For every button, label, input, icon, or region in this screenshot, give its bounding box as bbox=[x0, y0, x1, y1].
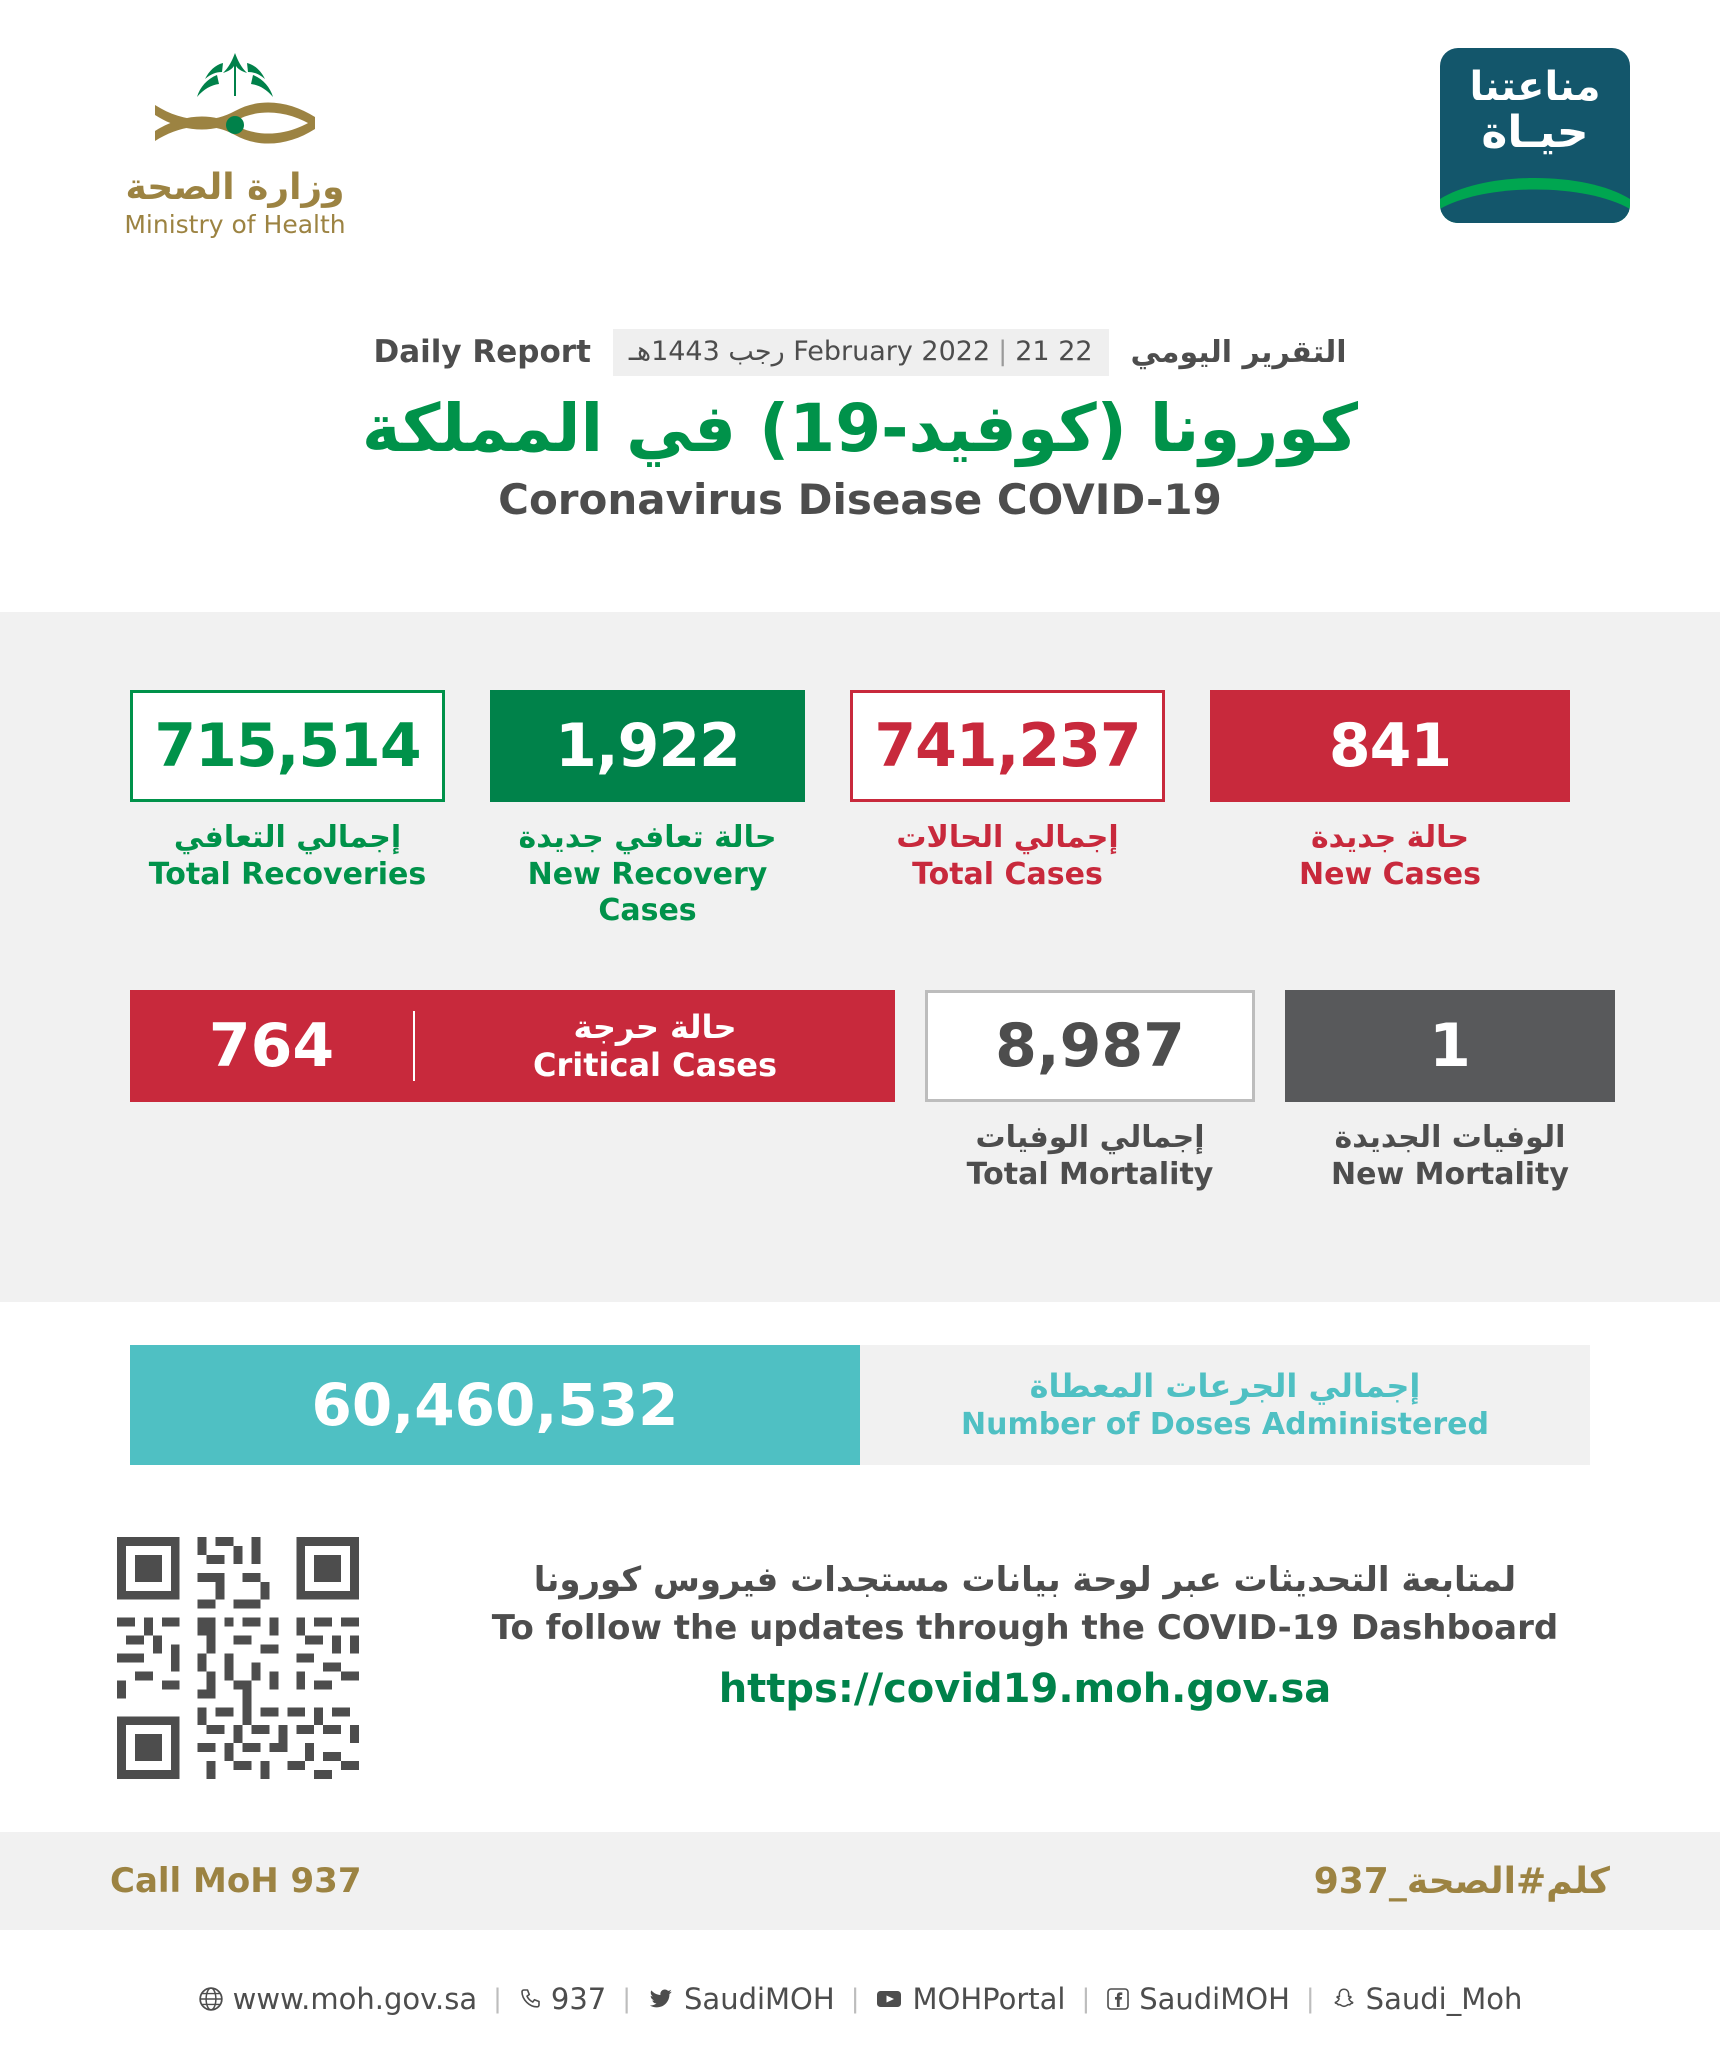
stat-new-recovery-cases bbox=[490, 690, 850, 930]
globe-icon bbox=[198, 1986, 224, 2012]
phone-icon bbox=[518, 1987, 542, 2011]
doses-label-en: Number of Doses Administered bbox=[961, 1407, 1489, 1443]
stat-label-new-recovery-cases bbox=[490, 820, 850, 930]
footer-snapchat[interactable] bbox=[1315, 1982, 1539, 2016]
stat-label-ar: حالة جديدة bbox=[1310, 820, 1470, 855]
stat-value-total-mortality: 8,987 bbox=[925, 990, 1255, 1102]
footer-facebook[interactable] bbox=[1090, 1982, 1306, 2016]
page-header bbox=[0, 0, 1720, 524]
stats-row-primary bbox=[130, 690, 1570, 930]
stat-label-en: New Cases bbox=[1299, 856, 1481, 892]
stat-critical-cases bbox=[130, 990, 895, 1193]
statistics-band bbox=[0, 612, 1720, 1302]
doses-value: 60,460,532 bbox=[130, 1345, 860, 1465]
footer-snapchat-label: Saudi_Moh bbox=[1365, 1982, 1523, 2016]
dashboard-text-ar: لمتابعة التحديثات عبر لوحة بيانات مستجدات فيروس كورونا bbox=[533, 1560, 1517, 1600]
snapchat-icon bbox=[1331, 1986, 1357, 2012]
stat-total-cases bbox=[850, 690, 1210, 930]
page-title-en: Coronavirus Disease COVID-19 bbox=[498, 475, 1222, 524]
daily-report-label-en: Daily Report bbox=[373, 334, 591, 370]
stats-row-secondary bbox=[130, 990, 1615, 1193]
daily-report-label-ar: التقرير اليومي bbox=[1130, 334, 1347, 370]
facebook-icon bbox=[1106, 1987, 1130, 2011]
qr-code-icon[interactable] bbox=[108, 1528, 368, 1788]
ministry-name-ar: وزارة الصحة bbox=[125, 167, 345, 208]
stat-label-ar: إجمالي الحالات bbox=[896, 820, 1119, 855]
stat-label-en: Critical Cases bbox=[532, 1046, 778, 1084]
footer-website-label: www.moh.gov.sa bbox=[232, 1982, 478, 2016]
date-separator: | bbox=[998, 335, 1008, 367]
dashboard-info bbox=[430, 1560, 1620, 1712]
green-wave-icon bbox=[1440, 153, 1630, 223]
stat-label-en: Total Recoveries bbox=[148, 856, 427, 892]
stat-total-recoveries bbox=[130, 690, 490, 930]
stat-value-critical-cases: 764 bbox=[130, 1011, 415, 1081]
stat-label-ar: الوفيات الجديدة bbox=[1334, 1120, 1566, 1155]
footer-separator: | bbox=[850, 1984, 860, 2014]
report-date-hijri: 21 رجب 1443هـ bbox=[628, 335, 1050, 367]
footer-separator: | bbox=[493, 1984, 502, 2014]
footer-separator: | bbox=[1305, 1984, 1315, 2014]
stat-label-total-mortality bbox=[925, 1120, 1255, 1193]
stat-label-en: New Mortality bbox=[1331, 1156, 1569, 1192]
palm-swords-moh-logo-icon bbox=[135, 45, 335, 165]
stat-label-total-recoveries bbox=[130, 820, 490, 893]
page-title-ar: كورونا (كوفيد-19) في المملكة bbox=[361, 390, 1359, 467]
immunity-logo-text bbox=[1440, 66, 1630, 156]
footer-website[interactable] bbox=[182, 1982, 493, 2016]
stat-new-mortality bbox=[1285, 990, 1615, 1193]
footer-separator: | bbox=[1081, 1984, 1091, 2014]
footer-phone[interactable] bbox=[502, 1982, 622, 2016]
stat-label-total-cases bbox=[850, 820, 1210, 893]
report-date bbox=[613, 329, 1109, 376]
call-moh-ar: كلم#الصحة_937 bbox=[1313, 1860, 1610, 1902]
critical-cases-bar bbox=[130, 990, 895, 1102]
stat-label-new-cases bbox=[1210, 820, 1570, 893]
twitter-icon bbox=[647, 1986, 675, 2012]
doses-label-ar: إجمالي الجرعات المعطاة bbox=[1029, 1367, 1421, 1406]
footer-twitter[interactable] bbox=[631, 1982, 851, 2016]
footer-facebook-label: SaudiMOH bbox=[1139, 1982, 1290, 2016]
report-date-gregorian: 22 February 2022 bbox=[793, 335, 1093, 367]
footer-twitter-label: SaudiMOH bbox=[684, 1982, 835, 2016]
stat-total-mortality bbox=[925, 990, 1255, 1193]
stat-label-en: Total Cases bbox=[912, 856, 1103, 892]
footer-separator: | bbox=[622, 1984, 632, 2014]
stat-value-total-recoveries: 715,514 bbox=[130, 690, 445, 802]
stat-label-ar: حالة تعافي جديدة bbox=[518, 820, 777, 855]
stat-value-new-mortality: 1 bbox=[1285, 990, 1615, 1102]
moh-logo bbox=[90, 45, 380, 239]
dashboard-url[interactable]: https://covid19.moh.gov.sa bbox=[718, 1666, 1332, 1712]
stat-label-en: New Recovery Cases bbox=[527, 856, 768, 929]
stat-label-critical-cases bbox=[415, 1008, 895, 1085]
stat-label-en: Total Mortality bbox=[966, 1156, 1214, 1192]
ministry-name-en: Ministry of Health bbox=[124, 210, 346, 239]
stat-value-new-recovery-cases: 1,922 bbox=[490, 690, 805, 802]
footer-social-bar bbox=[0, 1950, 1720, 2048]
dashboard-text-en: To follow the updates through the COVID-19 Dashboard bbox=[491, 1608, 1559, 1648]
report-title-block bbox=[0, 330, 1720, 524]
stat-label-ar: حالة حرجة bbox=[573, 1007, 737, 1046]
doses-administered-bar bbox=[130, 1345, 1590, 1465]
immunity-is-life-logo bbox=[1440, 48, 1630, 223]
footer-youtube-label: MOHPortal bbox=[912, 1982, 1066, 2016]
immunity-line2: حيـاة bbox=[1481, 107, 1589, 158]
call-moh-en: Call MoH 937 bbox=[110, 1861, 362, 1901]
immunity-line1: مناعتنا bbox=[1469, 64, 1601, 110]
stat-value-new-cases: 841 bbox=[1210, 690, 1570, 802]
stat-new-cases bbox=[1210, 690, 1570, 930]
footer-youtube[interactable] bbox=[859, 1982, 1081, 2016]
stat-label-ar: إجمالي الوفيات bbox=[975, 1120, 1205, 1155]
doses-label bbox=[860, 1345, 1590, 1465]
youtube-icon bbox=[875, 1987, 903, 2011]
stat-label-new-mortality bbox=[1285, 1120, 1615, 1193]
footer-phone-label: 937 bbox=[550, 1982, 607, 2016]
stat-value-total-cases: 741,237 bbox=[850, 690, 1165, 802]
stat-label-ar: إجمالي التعافي bbox=[173, 820, 402, 855]
daily-report-line bbox=[0, 330, 1720, 374]
call-moh-band bbox=[0, 1832, 1720, 1930]
